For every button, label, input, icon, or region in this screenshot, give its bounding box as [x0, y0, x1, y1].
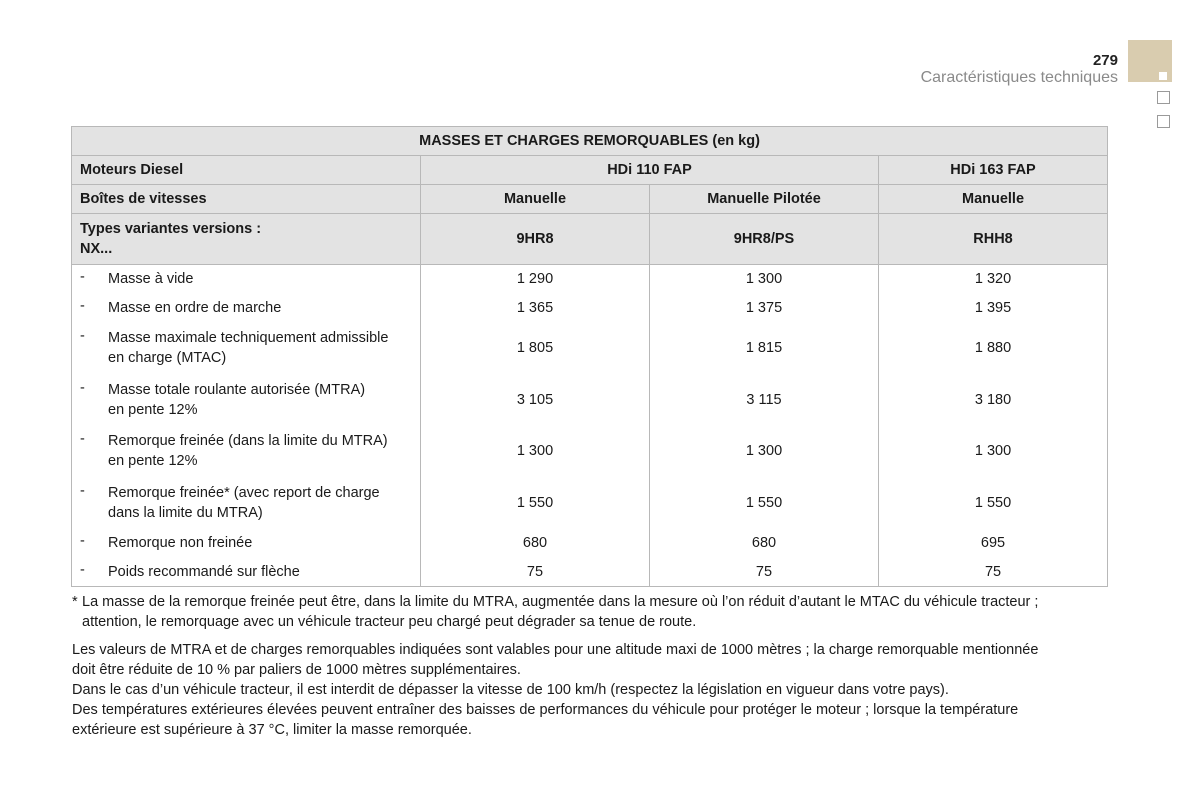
variant-col-3: RHH8 [879, 214, 1108, 265]
variants-label [72, 214, 421, 265]
row-value-3: 1 880 [879, 323, 1108, 374]
footnote [72, 592, 1112, 632]
row-value-3: 1 395 [879, 294, 1108, 323]
temperature-note-line-2: extérieure est supérieure à 37 °C, limiter la masse remorquée. [72, 722, 472, 738]
row-value-1: 3 105 [421, 374, 650, 426]
row-dash: - [80, 431, 85, 447]
row-value-3: 1 550 [879, 477, 1108, 529]
row-value-2: 1 550 [650, 477, 879, 529]
footnote-star: * [72, 594, 78, 610]
engine-hdi163: HDi 163 FAP [879, 156, 1108, 185]
gearbox-label: Boîtes de vitesses [72, 185, 421, 214]
engine-hdi110: HDi 110 FAP [421, 156, 879, 185]
variants-label-line-2: NX... [80, 241, 113, 257]
variants-label-line-1: Types variantes versions : [80, 221, 262, 237]
row-value-3: 75 [879, 558, 1108, 587]
gearbox-col-1: Manuelle [421, 185, 650, 214]
table-row [72, 294, 1108, 323]
chapter-tab-dot [1159, 72, 1167, 80]
table-title: MASSES ET CHARGES REMORQUABLES (en kg) [72, 127, 1108, 156]
altitude-note-line-2: doit être réduite de 10 % par paliers de 1000 mètres supplémentaires. [72, 662, 521, 678]
row-value-3: 1 320 [879, 265, 1108, 294]
variant-col-2: 9HR8/PS [650, 214, 879, 265]
gearbox-col-2: Manuelle Pilotée [650, 185, 879, 214]
footnote-line-2: attention, le remorquage avec un véhicule tracteur peu chargé peut dégrader sa tenue de route. [82, 614, 697, 630]
row-value-1: 75 [421, 558, 650, 587]
row-value-2: 1 300 [650, 265, 879, 294]
table-row [72, 265, 1108, 294]
row-dash: - [80, 533, 85, 549]
row-value-1: 1 805 [421, 323, 650, 374]
row-value-1: 680 [421, 529, 650, 558]
row-dash: - [80, 269, 85, 286]
section-title: Caractéristiques techniques [920, 69, 1118, 86]
row-label: Masse totale roulante autorisée (MTRA) [108, 381, 366, 398]
row-label: Remorque freinée (dans la limite du MTRA) [108, 433, 388, 449]
engines-label: Moteurs Diesel [72, 156, 421, 185]
row-value-1: 1 300 [421, 426, 650, 477]
row-dash: - [80, 328, 85, 344]
row-label-line-2: en charge (MTAC) [108, 350, 227, 366]
row-value-1: 1 365 [421, 294, 650, 323]
row-value-2: 3 115 [650, 374, 879, 426]
table-row [72, 323, 1108, 374]
row-dash: - [80, 561, 85, 578]
temperature-note-line-1: Des températures extérieures élevées peuvent entraîner des baisses de performances du véhicule pour protéger le moteur ; lorsque la température [72, 702, 1019, 718]
row-dash: - [80, 298, 85, 314]
chapter-marker-box-2 [1157, 115, 1170, 128]
row-label: Masse en ordre de marche [108, 300, 282, 316]
row-label: Remorque freinée* (avec report de charge [108, 484, 380, 501]
row-label-line-2: dans la limite du MTRA) [108, 504, 263, 521]
speed-note: Dans le cas d’un véhicule tracteur, il est interdit de dépasser la vitesse de 100 km/h (respectez la législation en vigueur dans votre pays). [72, 682, 949, 698]
row-label: Masse à vide [108, 271, 194, 288]
row-dash: - [80, 379, 85, 396]
row-value-3: 695 [879, 529, 1108, 558]
table-row [72, 426, 1108, 477]
table-row [72, 558, 1108, 587]
row-value-3: 3 180 [879, 374, 1108, 426]
table-row [72, 374, 1108, 426]
notes-section [72, 592, 1112, 740]
row-value-2: 1 815 [650, 323, 879, 374]
table-row [72, 529, 1108, 558]
towing-masses-table [71, 126, 1108, 587]
row-label-line-2: en pente 12% [108, 401, 198, 418]
gearbox-col-3: Manuelle [879, 185, 1108, 214]
row-value-3: 1 300 [879, 426, 1108, 477]
chapter-marker-box-1 [1157, 91, 1170, 104]
row-value-1: 1 290 [421, 265, 650, 294]
table-row [72, 477, 1108, 529]
row-label: Masse maximale techniquement admissible [108, 330, 389, 346]
row-value-1: 1 550 [421, 477, 650, 529]
row-label: Remorque non freinée [108, 535, 253, 551]
row-value-2: 1 375 [650, 294, 879, 323]
row-label: Poids recommandé sur flèche [108, 563, 300, 580]
footnote-line-1: La masse de la remorque freinée peut être, dans la limite du MTRA, augmentée dans la mesure où l’on réduit d’autant le MTAC du véhicule tracteur ; [82, 594, 1039, 610]
row-value-2: 680 [650, 529, 879, 558]
row-dash: - [80, 482, 85, 499]
row-value-2: 1 300 [650, 426, 879, 477]
variant-col-1: 9HR8 [421, 214, 650, 265]
row-label-line-2: en pente 12% [108, 453, 198, 469]
page-number: 279 [1092, 52, 1118, 69]
altitude-note-line-1: Les valeurs de MTRA et de charges remorquables indiquées sont valables pour une altitude maxi de 1000 mètres ; la charge remorquable mentionnée [72, 642, 1039, 658]
row-value-2: 75 [650, 558, 879, 587]
